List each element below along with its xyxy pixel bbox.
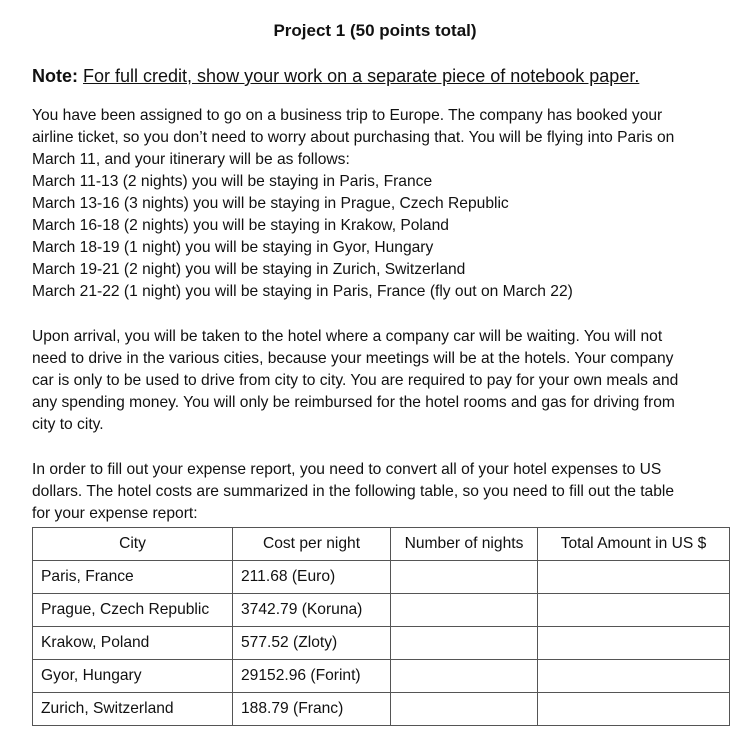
text-line: March 11, and your itinerary will be as follows: — [32, 151, 350, 168]
note-label: Note: — [32, 66, 78, 86]
note — [32, 66, 639, 87]
text-line: In order to fill out your expense report, you need to convert all of your hotel expenses to US — [32, 461, 662, 478]
itinerary-line: March 16-18 (2 nights) you will be staying in Krakow, Poland — [32, 217, 449, 234]
city-cell: Gyor, Hungary — [33, 660, 233, 693]
text-line: any spending money. You will only be reimbursed for the hotel rooms and gas for driving from — [32, 394, 675, 411]
cost-cell: 211.68 (Euro) — [233, 561, 391, 594]
cost-cell: 188.79 (Franc) — [233, 693, 391, 726]
itinerary-line: March 18-19 (1 night) you will be staying in Gyor, Hungary — [32, 239, 434, 256]
text-line: car is only to be used to drive from city to city. You are required to pay for your own meals and — [32, 372, 679, 389]
expense-paragraph — [32, 459, 742, 525]
arrival-paragraph — [32, 326, 742, 436]
table-row — [33, 561, 730, 594]
note-text: For full credit, show your work on a separate piece of notebook paper. — [83, 66, 640, 86]
nights-cell — [391, 660, 538, 693]
page-title: Project 1 (50 points total) — [273, 21, 477, 40]
header-city: City — [33, 528, 233, 561]
table-row — [33, 660, 730, 693]
table-row — [33, 627, 730, 660]
city-cell: Zurich, Switzerland — [33, 693, 233, 726]
text-line: airline ticket, so you don’t need to worry about purchasing that. You will be flying into Paris on — [32, 129, 675, 146]
text-line: city to city. — [32, 416, 104, 433]
itinerary-line: March 13-16 (3 nights) you will be staying in Prague, Czech Republic — [32, 195, 509, 212]
expense-table — [32, 527, 730, 726]
total-cell — [538, 693, 730, 726]
nights-cell — [391, 561, 538, 594]
nights-cell — [391, 627, 538, 660]
nights-cell — [391, 693, 538, 726]
text-line: need to drive in the various cities, because your meetings will be at the hotels. Your company — [32, 350, 674, 367]
text-line: dollars. The hotel costs are summarized in the following table, so you need to fill out the table — [32, 483, 675, 500]
table-row — [33, 594, 730, 627]
cost-cell: 577.52 (Zloty) — [233, 627, 391, 660]
itinerary-line: March 21-22 (1 night) you will be staying in Paris, France (fly out on March 22) — [32, 283, 573, 300]
nights-cell — [391, 594, 538, 627]
cost-cell: 3742.79 (Koruna) — [233, 594, 391, 627]
total-cell — [538, 561, 730, 594]
city-cell: Prague, Czech Republic — [33, 594, 233, 627]
table-row — [33, 693, 730, 726]
text-line: for your expense report: — [32, 505, 198, 522]
cost-cell: 29152.96 (Forint) — [233, 660, 391, 693]
text-line: Upon arrival, you will be taken to the hotel where a company car will be waiting. You will not — [32, 328, 663, 345]
itinerary-line: March 11-13 (2 nights) you will be staying in Paris, France — [32, 173, 433, 190]
city-cell: Krakow, Poland — [33, 627, 233, 660]
header-total: Total Amount in US $ — [538, 528, 730, 561]
intro-paragraph — [32, 105, 742, 303]
city-cell: Paris, France — [33, 561, 233, 594]
total-cell — [538, 627, 730, 660]
table-header-row — [33, 528, 730, 561]
itinerary-line: March 19-21 (2 night) you will be staying in Zurich, Switzerland — [32, 261, 466, 278]
text-line: You have been assigned to go on a business trip to Europe. The company has booked your — [32, 107, 663, 124]
total-cell — [538, 594, 730, 627]
header-cost: Cost per night — [233, 528, 391, 561]
total-cell — [538, 660, 730, 693]
header-nights: Number of nights — [391, 528, 538, 561]
